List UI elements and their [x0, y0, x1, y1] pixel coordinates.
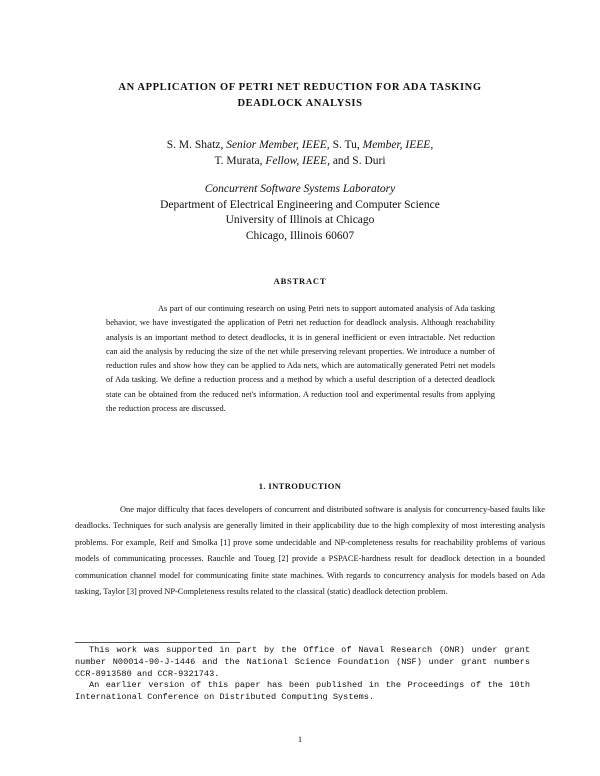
- author-name: and S. Duri: [332, 155, 386, 167]
- abstract-text: As part of our continuing research on using Petri nets to support automated analysis of Ada tasking behavior, we have investigated the application of Petri net reduction for deadlock analysis. Although reachability analysis is an important method to detect deadlocks, it is in general inefficient or even intractable. Net reduction can aid the analysis by reducing the size of the net while preserving relevant properties. We introduce a number of reduction rules and show how they can be applied to Ada nets, which are automatically generated Petri net models of Ada tasking. We define a reduction process and a method by which a useful description of a detected deadlock state can be obtained from the reduced net's information. A reduction tool and experimental results from applying the reduction process are discussed.: [106, 304, 495, 414]
- author-role: Member, IEEE,: [362, 139, 434, 151]
- affiliation-address: Chicago, Illinois 60607: [245, 229, 355, 242]
- author-role: Fellow, IEEE,: [265, 155, 330, 167]
- title-line-1: AN APPLICATION OF PETRI NET REDUCTION FOR ADA TASKING: [118, 82, 482, 93]
- affiliation: [80, 182, 520, 244]
- footnote-support: This work was supported in part by the Office of Naval Research (ONR) under grant number N00014-90-J-1446 and the National Science Foundation (NSF) under grant numbers CCR-8913580 and CCR-9321743.: [75, 645, 530, 679]
- introduction-heading: 1. INTRODUCTION: [258, 481, 342, 491]
- page-number: 1: [297, 734, 303, 744]
- author-role: Senior Member, IEEE,: [226, 139, 330, 151]
- author-name: T. Murata,: [214, 155, 263, 167]
- footnote-earlier-version: An earlier version of this paper has been published in the Proceedings of the 10th International Conference on Distributed Computing Systems.: [75, 680, 530, 703]
- footnotes: [75, 645, 530, 704]
- author-name: S. M. Shatz,: [166, 139, 224, 151]
- author-line-1: [80, 137, 520, 153]
- title-line-2: DEADLOCK ANALYSIS: [237, 98, 363, 109]
- abstract-heading: ABSTRACT: [273, 276, 327, 286]
- footnote-divider: [75, 642, 240, 643]
- author-name: S. Tu,: [332, 139, 360, 151]
- author-list: [80, 137, 520, 169]
- affiliation-university: University of Illinois at Chicago: [225, 214, 375, 226]
- author-line-2: [80, 153, 520, 169]
- introduction-text: One major difficulty that faces developers of concurrent and distributed software is analysis for concurrency-based faults like deadlocks. Techniques for such analysis are generally limited in their applicability due to the high complexity of most interesting analysis problems. For example, Reif and Smolka [1] prove some undecidable and NP-completeness results for reachability problems of various models of communicating processes. Rauchle and Toueg [2] provide a PSPACE-hardness result for deadlock detection in a bounded communication channel model for communicating finite state machines. With regards to concurrency analysis for models based on Ada tasking, Taylor [3] proved NP-Completeness results related to the classical (static) deadlock detection problem.: [75, 505, 545, 597]
- paper-title: [80, 80, 520, 112]
- affiliation-lab: Concurrent Software Systems Laboratory: [204, 183, 396, 195]
- affiliation-department: Department of Electrical Engineering and Computer Science: [160, 198, 440, 211]
